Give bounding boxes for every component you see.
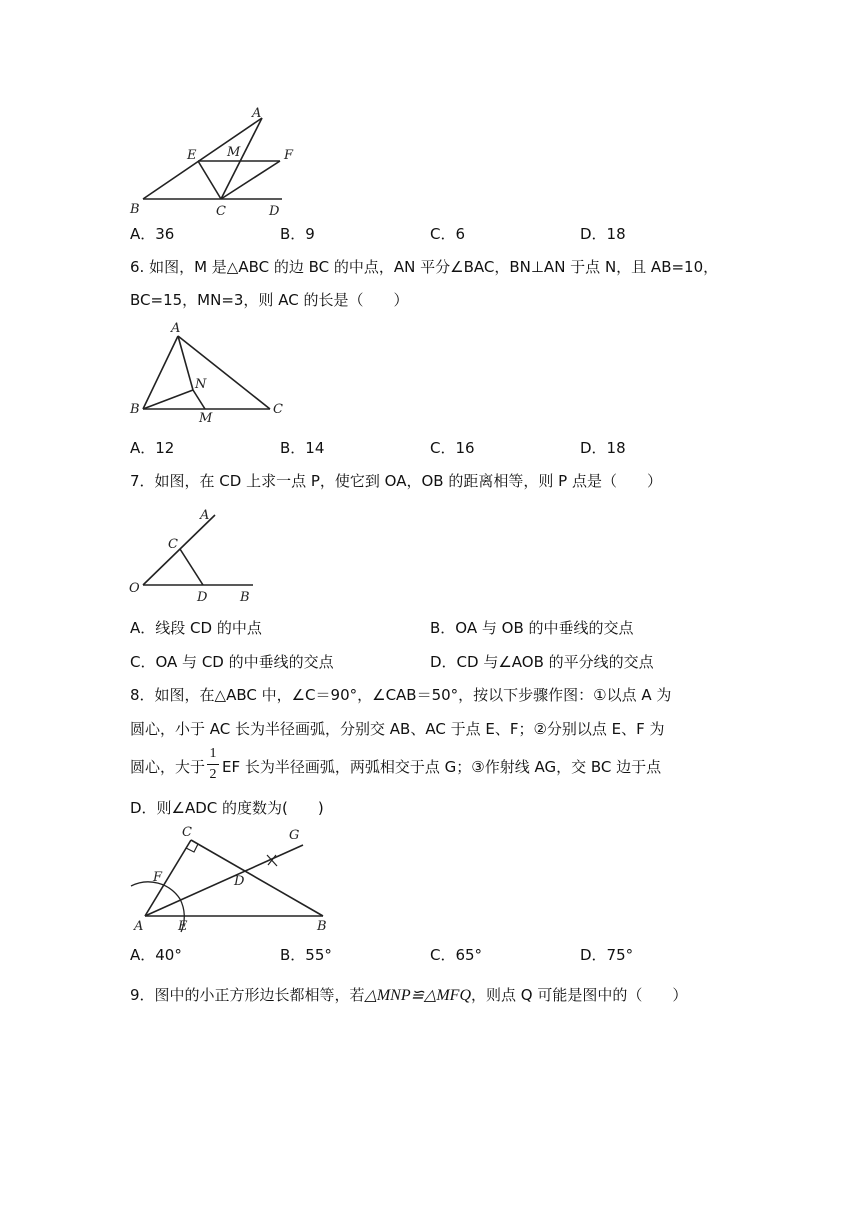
label-C: C <box>216 204 226 219</box>
label-M: M <box>227 145 241 160</box>
q8-fraction-bar <box>207 764 219 765</box>
q7-option-c[interactable]: C．OA 与 CD 的中垂线的交点 <box>130 653 334 671</box>
q8-figure <box>125 822 340 937</box>
label-N: N <box>195 377 207 392</box>
q7-option-d[interactable]: D．CD 与∠AOB 的平分线的交点 <box>430 653 654 671</box>
label-A: A <box>252 106 262 121</box>
segment-CD <box>180 549 203 585</box>
q6-option-b[interactable]: B．14 <box>280 439 325 457</box>
q8-stem-line1: 8．如图，在△ABC 中，∠C＝90°，∠CAB＝50°，按以下步骤作图：①以点 A 为 <box>130 686 672 704</box>
q8-fraction-denominator: 2 <box>209 767 217 782</box>
segment-AC <box>178 336 270 409</box>
q8-option-a[interactable]: A．40° <box>130 946 182 964</box>
q8-stem-line3-pre: 圆心，大于 <box>130 758 206 776</box>
q9-congruence-expression: △MNP≌△MFQ <box>364 987 471 1004</box>
segment-NM <box>193 390 205 409</box>
label-B: B <box>240 590 250 605</box>
label-A: A <box>171 321 181 336</box>
label-B: B <box>317 919 327 934</box>
q5-option-a[interactable]: A．36 <box>130 225 175 243</box>
q8-option-c[interactable]: C．65° <box>430 946 483 964</box>
segment-CB <box>191 840 323 916</box>
label-F: F <box>284 148 294 163</box>
label-D: D <box>234 874 245 889</box>
label-B: B <box>130 402 140 417</box>
label-D: D <box>269 204 280 219</box>
q5-option-d[interactable]: D．18 <box>580 225 626 243</box>
q8-option-b[interactable]: B．55° <box>280 946 332 964</box>
segment-BA <box>143 118 262 199</box>
segment-AC <box>145 840 191 916</box>
q9-stem-post: ，则点 Q 可能是图中的（ ） <box>471 986 688 1004</box>
label-E: E <box>187 148 197 163</box>
label-C: C <box>168 537 178 552</box>
q7-stem-line1: 7．如图，在 CD 上求一点 P，使它到 OA，OB 的距离相等，则 P 点是（ ） <box>130 472 662 490</box>
q7-figure <box>125 505 265 605</box>
label-D: D <box>197 590 208 605</box>
label-E: E <box>178 919 188 934</box>
segment-AN <box>178 336 193 390</box>
segment-EC <box>198 161 221 199</box>
q8-option-d[interactable]: D．75° <box>580 946 634 964</box>
q6-stem-line2: BC=15，MN=3，则 AC 的长是（ ） <box>130 291 409 309</box>
q9-stem <box>130 985 687 1006</box>
q5-option-c[interactable]: C．6 <box>430 225 466 243</box>
q9-stem-pre: 9．图中的小正方形边长都相等，若 <box>130 986 365 1004</box>
q5-figure <box>125 100 315 220</box>
q6-figure <box>125 320 295 425</box>
label-A: A <box>134 919 144 934</box>
q6-option-c[interactable]: C．16 <box>430 439 475 457</box>
q6-option-a[interactable]: A．12 <box>130 439 175 457</box>
label-C: C <box>182 825 192 840</box>
q6-stem-line1: 6. 如图，M 是△ABC 的边 BC 的中点，AN 平分∠BAC，BN⊥AN 于点 N，且 AB=10， <box>130 258 719 276</box>
label-A: A <box>200 508 210 523</box>
q8-stem-line3-post: EF 长为半径画弧，两弧相交于点 G；③作射线 AG，交 BC 边于点 <box>222 758 662 776</box>
q7-option-a[interactable]: A．线段 CD 的中点 <box>130 619 262 637</box>
label-F: F <box>153 870 163 885</box>
label-B: B <box>130 202 140 217</box>
label-M: M <box>199 411 213 426</box>
q7-option-b[interactable]: B．OA 与 OB 的中垂线的交点 <box>430 619 634 637</box>
ray-AG <box>145 845 303 916</box>
q6-option-d[interactable]: D．18 <box>580 439 626 457</box>
q8-fraction-numerator: 1 <box>209 746 217 761</box>
label-G: G <box>289 828 300 843</box>
q8-stem-line4: D．则∠ADC 的度数为( ) <box>130 799 324 817</box>
ray-OA <box>143 515 215 585</box>
q8-stem-line2: 圆心，小于 AC 长为半径画弧，分别交 AB、AC 于点 E、F；②分别以点 E、F 为 <box>130 720 665 738</box>
label-O: O <box>129 581 140 596</box>
q5-option-b[interactable]: B．9 <box>280 225 315 243</box>
label-C: C <box>273 402 283 417</box>
